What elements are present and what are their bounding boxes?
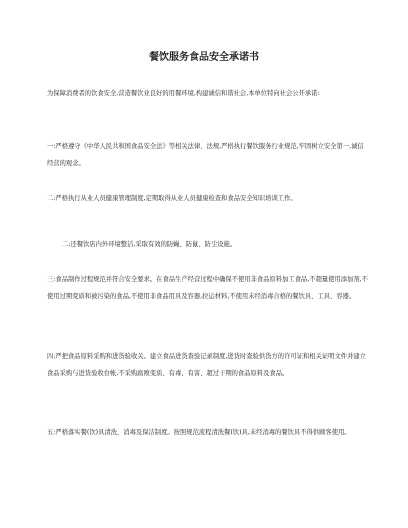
intro-paragraph: 为保障消费者的饮食安全,营造餐饮业良好的用餐环境,构建诚信和谐社会,本单位特向社会公开承诺: — [47, 90, 320, 97]
item-3-paragraph: 三:食品制作过程规范并符合安全要求。在食品生产经营过程中确保不使用非食品原料加工食品,不超量使用添加剂,不使用过期变质和被污染的食品,不使用非食品用具及容器,拉运材料,不使用未经消毒合格的餐饮具、工具、容器。 — [47, 276, 368, 300]
item-2-paragraph: 二:严格执行从业人员健康管理制度,定期取得从业人员健康检查和食品安全知识培训工作。 — [47, 195, 297, 202]
item-5-paragraph: 五:严格落实餐(饮)具清洗、消毒及保洁制度。按照规范流程清洗餐(饮)具,未经消毒的餐饮具不得供顾客使用。 — [47, 429, 351, 436]
document-title: 餐饮服务食品安全承诺书 — [149, 52, 259, 63]
item-2b-paragraph: 二:还餐饮店内外环境整洁,采取有效的防蝇、防鼠、防尘设施。 — [62, 241, 237, 248]
item-4-paragraph: 四:严把食品原料采购和进货验收关。建立食品进货查验记录制度,进货时查验供货方的许可证和相关证明文件并建立食品采购与进货验收台帐,不采购腐败变质、有毒、有害、超过干期的食品原料及食品。 — [47, 353, 366, 377]
item-1-paragraph: 一:严格遵守《中华人民共和国食品安全法》等相关法律、法规,严格执行餐饮服务行业规范,牢固树立安全第一,诚信经营的观念。 — [47, 143, 364, 167]
